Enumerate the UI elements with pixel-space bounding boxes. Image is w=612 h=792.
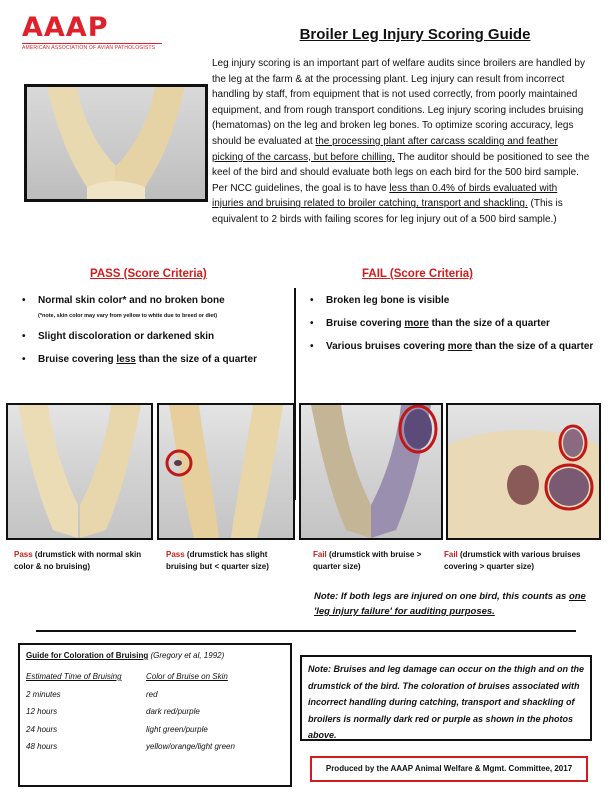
logo-subtitle: AMERICAN ASSOCIATION OF AVIAN PATHOLOGISTS [22,43,162,51]
caption-photo-2: Pass (drumstick has slight bruising but < quarter size) [166,550,269,571]
photo-fail-various-bruises [446,403,601,540]
pass-criterion: • Bruise covering less than the size of a quarter [22,353,292,367]
bruise-color-guide [18,643,292,787]
fail-criterion: • Broken leg bone is visible [310,294,600,308]
bruise-color-table [26,672,235,760]
table-row: 12 hours dark red/purple [26,707,200,716]
page-title: Broiler Leg Injury Scoring Guide [299,26,531,43]
pass-criterion: • Normal skin color* and no broken bone [22,294,292,308]
col-header-color: Color of Bruise on Skin [146,672,228,681]
guide-title: Guide for Coloration of Bruising (Gregory et al, 1992) [26,651,225,660]
pass-heading: PASS (Score Criteria) [90,268,207,280]
horizontal-divider [36,630,576,632]
pass-criteria-list [22,294,292,376]
fail-criterion: • Bruise covering more than the size of a quarter [310,317,600,331]
bruise-location-note: Note: Bruises and leg damage can occur on the thigh and on the drumstick of the bird. The coloration of bruises associated with incorrect handling during catching, transport and shackling of broilers is normally dark red or purple as shown in the photos above. [300,655,592,741]
committee-credit: Produced by the AAAP Animal Welfare & Mgmt. Committee, 2017 [310,756,588,782]
double-injury-note: Note: If both legs are injured on one bird, this counts as one 'leg injury failure' for auditing purposes. [314,591,586,617]
caption-photo-3: Fail (drumstick with bruise > quarter size) [313,550,422,571]
skin-color-note: (*note, skin color may vary from yellow to white due to breed or diet) [38,313,218,319]
fail-criterion: • Various bruises covering more than the size of a quarter [310,340,600,354]
table-row: 2 minutes red [26,689,158,699]
table-row: 24 hours light green/purple [26,724,208,734]
table-header-row [26,672,235,690]
caption-photo-4: Fail (drumstick with various bruises covering > quarter size) [444,550,581,571]
fail-criteria-list [310,294,600,363]
fail-heading: FAIL (Score Criteria) [362,268,473,280]
photo-fail-bruise [299,403,443,540]
pass-criterion: • Slight discoloration or darkened skin [22,330,292,344]
caption-photo-1: Pass (drumstick with normal skin color & no bruising) [14,550,142,571]
table-row: 48 hours yellow/orange/light green [26,742,235,751]
intro-paragraph: Leg injury scoring is an important part of welfare audits since broilers are handled by the leg at the farm & at the processing plant. Leg injury can result from incorrect handling by staff, from equipment that is not used correctly, from poorly maintained equipment, and from rough transport conditions. Leg injury scoring includes bruising (hematomas) on the leg and broken leg bones. To optimize scoring accuracy, legs should be evaluated at the processing plant after carcass scalding and feather picking of the carcass, but before chilling. The auditor should be positioned to see the keel of the bird and should evaluate both legs on each bird for the 500 bird sample. Per NCC guidelines, the goal is to have less than 0.4% of birds evaluated with injuries and bruising related to broiler catching, transport and shackling. (This is equivalent to 2 birds with failing scores for leg injury out of a 500 bird sample.) [212,58,590,225]
intro-photo-legs [24,84,208,202]
aaap-logo [22,14,162,54]
col-header-time: Estimated Time of Bruising [26,672,122,681]
photo-pass-normal [6,403,153,540]
logo-wordmark: AAAP [22,12,109,43]
photo-pass-slight-bruise [157,403,295,540]
